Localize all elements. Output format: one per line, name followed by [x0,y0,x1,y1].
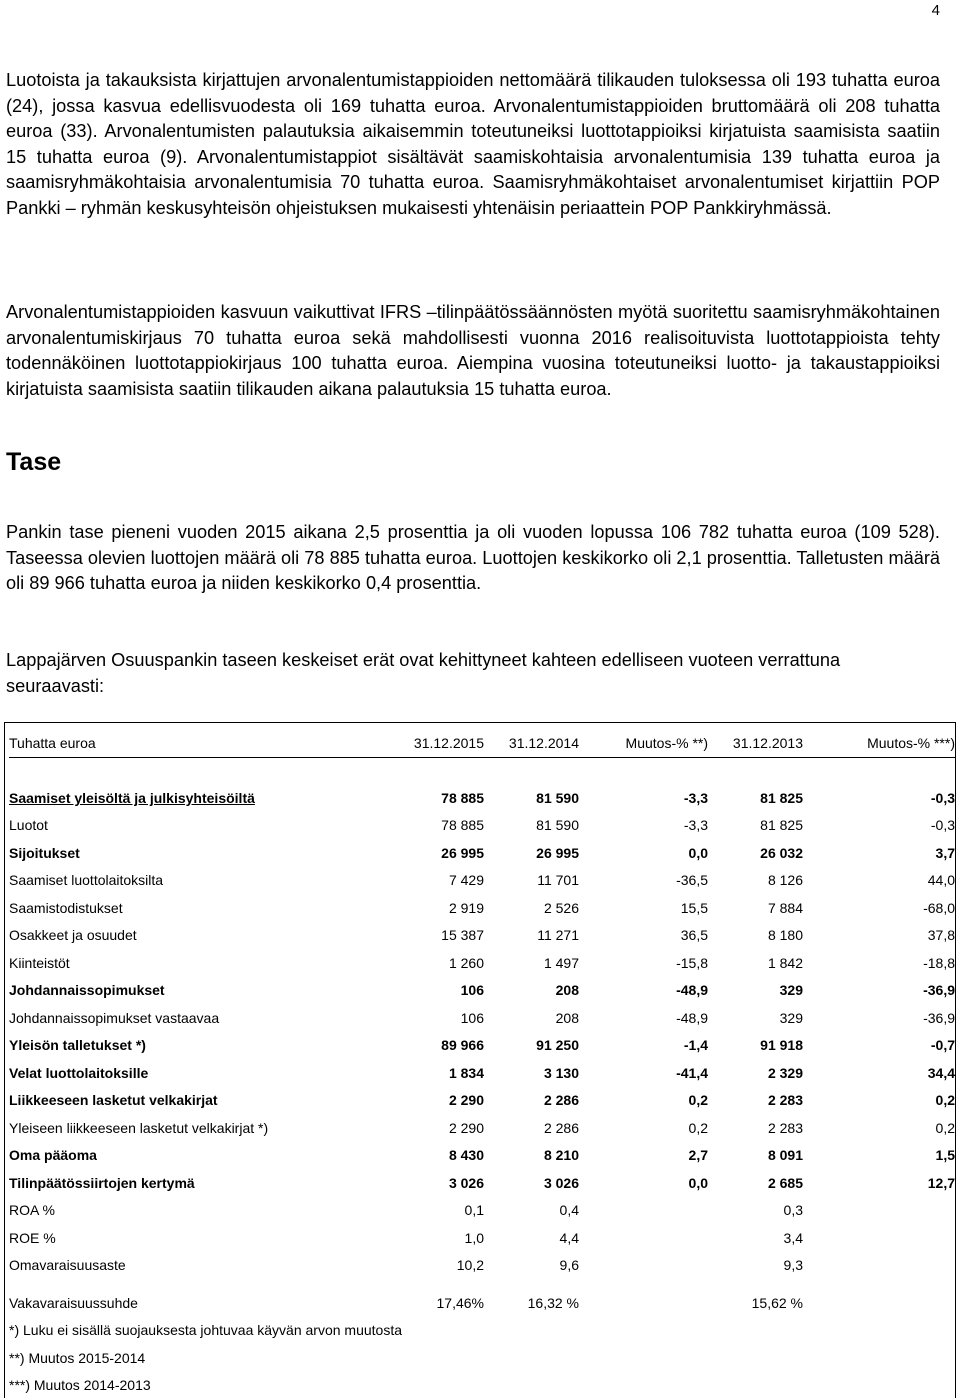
row-value: 1 260 [369,949,484,977]
row-value: 2,7 [579,1142,708,1170]
row-value: 78 885 [369,784,484,812]
row-value [803,1197,955,1225]
table-row [9,1224,955,1252]
row-label: Sijoitukset [9,839,369,867]
row-value: 3 130 [484,1059,579,1087]
header-cell: 31.12.2015 [369,729,484,758]
row-value: -41,4 [579,1059,708,1087]
paragraph-impairment-growth: Arvonalentumistappioiden kasvuun vaikuttivat IFRS –tilinpäätössäännösten myötä suoritettu saamisryhmäkohtainen arvonalentumiskirjaus 70 tuhatta euroa sekä mahdollisesti vuonna 2016 realisoituvista luottotappioista tehty todennäköinen luottotappiokirjaus 100 tuhatta euroa. Aiempina vuosina toteutuneiksi luotto- ja takaustappioiksi kirjatuista saamisista saatiin tilikauden aikana palautuksia 15 tuhatta euroa. [6,300,940,402]
paragraph-impairment-losses: Luotoista ja takauksista kirjattujen arvonalentumistappioiden nettomäärä tilikauden tuloksessa oli 193 tuhatta euroa (24), jossa kasvua edellisvuodesta oli 169 tuhatta euroa. Arvonalentumistappioiden bruttomäärä oli 208 tuhatta euroa (33). Arvonalentumisten palautuksia aikaisemmin toteutuneiksi luottotappioiksi kirjatuista saamisista saatiin 15 tuhatta euroa (9). Arvonalentumistappiot sisältävät saamiskohtaisia arvonalentumisia 139 tuhatta euroa ja saamisryhmäkohtaisia arvonalentumisia 70 tuhatta euroa. Saamisryhmäkohtaiset arvonalentumiset kirjattiin POP Pankki – ryhmän keskusyhteisön ohjeistuksen mukaisesti yhtenäisin periaattein POP Pankkiryhmässä. [6,68,940,222]
row-value: 16,32 % [484,1289,579,1317]
row-value: 0,1 [369,1197,484,1225]
footnote-row [9,1317,955,1345]
header-cell: Muutos-% **) [579,729,708,758]
footnote-row [9,1344,955,1372]
row-value: 8 210 [484,1142,579,1170]
header-cell: 31.12.2013 [708,729,803,758]
row-value: -36,9 [803,977,955,1005]
header-cell: Tuhatta euroa [9,729,369,758]
row-label: Johdannaissopimukset [9,977,369,1005]
row-value: 106 [369,1004,484,1032]
row-value: 11 701 [484,867,579,895]
row-value [579,1224,708,1252]
row-value: -3,3 [579,812,708,840]
table-row [9,1087,955,1115]
row-value: 10,2 [369,1252,484,1280]
row-label: Vakavaraisuussuhde [9,1289,369,1317]
row-value: -15,8 [579,949,708,977]
table-row [9,1114,955,1142]
row-value: -48,9 [579,977,708,1005]
row-value: 81 590 [484,812,579,840]
row-value: 7 884 [708,894,803,922]
table-header-row [9,729,955,758]
balance-sheet-table-box [4,722,956,1398]
row-value: 81 825 [708,812,803,840]
row-value: 329 [708,1004,803,1032]
row-value: 44,0 [803,867,955,895]
paragraph-table-intro: Lappajärven Osuuspankin taseen keskeiset erät ovat kehittyneet kahteen edelliseen vuoteen verrattuna seuraavasti: [6,648,940,699]
table-row [9,1289,955,1317]
row-label: Omavaraisuusaste [9,1252,369,1280]
row-value: 208 [484,977,579,1005]
row-value: 11 271 [484,922,579,950]
row-value: 9,6 [484,1252,579,1280]
row-value [579,1197,708,1225]
row-value: -18,8 [803,949,955,977]
row-label: Oma pääoma [9,1142,369,1170]
row-value: 0,2 [579,1114,708,1142]
row-value: -36,5 [579,867,708,895]
row-value: -3,3 [579,784,708,812]
row-value: -0,3 [803,784,955,812]
row-label: Tilinpäätössiirtojen kertymä [9,1169,369,1197]
row-value: 81 590 [484,784,579,812]
page-number: 4 [932,2,940,19]
table-row [9,1142,955,1170]
row-value: 1 842 [708,949,803,977]
row-value: 8 180 [708,922,803,950]
row-value [803,1252,955,1280]
row-value: 1,0 [369,1224,484,1252]
table-row [9,812,955,840]
row-value: 3 026 [369,1169,484,1197]
row-value: 7 429 [369,867,484,895]
row-value: 0,2 [803,1087,955,1115]
row-value: 26 995 [369,839,484,867]
row-value: 0,2 [579,1087,708,1115]
row-label: Kiinteistöt [9,949,369,977]
table-row [9,1169,955,1197]
footnote: **) Muutos 2015-2014 [9,1344,955,1372]
row-label: Osakkeet ja osuudet [9,922,369,950]
table-row [9,1032,955,1060]
table-row [9,839,955,867]
row-value: 3,7 [803,839,955,867]
row-value: 34,4 [803,1059,955,1087]
table-row [9,784,955,812]
row-value: 8 126 [708,867,803,895]
row-value: 15,62 % [708,1289,803,1317]
row-value: 1 834 [369,1059,484,1087]
row-value: 0,2 [803,1114,955,1142]
row-value [579,1252,708,1280]
row-value: 2 286 [484,1087,579,1115]
row-value: 3 026 [484,1169,579,1197]
row-value: 0,0 [579,1169,708,1197]
row-value [803,1289,955,1317]
row-label: Saamistodistukset [9,894,369,922]
row-value: 26 032 [708,839,803,867]
row-value: 36,5 [579,922,708,950]
row-value: 0,4 [484,1197,579,1225]
table-row [9,922,955,950]
row-value: 89 966 [369,1032,484,1060]
footnote: *) Luku ei sisällä suojauksesta johtuvaa käyvän arvon muutosta [9,1317,955,1345]
row-value: 2 329 [708,1059,803,1087]
row-value: 15 387 [369,922,484,950]
row-label: ROE % [9,1224,369,1252]
row-value: 8 091 [708,1142,803,1170]
row-value: 78 885 [369,812,484,840]
table-row [9,949,955,977]
row-value: 0,3 [708,1197,803,1225]
table-row [9,1197,955,1225]
row-value [803,1224,955,1252]
header-cell: 31.12.2014 [484,729,579,758]
row-value: 8 430 [369,1142,484,1170]
row-label: ROA % [9,1197,369,1225]
row-label: Liikkeeseen lasketut velkakirjat [9,1087,369,1115]
row-value: 4,4 [484,1224,579,1252]
row-value: 106 [369,977,484,1005]
row-label: Yleiseen liikkeeseen lasketut velkakirjat *) [9,1114,369,1142]
section-heading-tase: Tase [6,448,61,477]
row-value [579,1289,708,1317]
row-value: -36,9 [803,1004,955,1032]
row-value: 2 286 [484,1114,579,1142]
footnote: ***) Muutos 2014-2013 [9,1372,955,1399]
row-value: -1,4 [579,1032,708,1060]
row-value: 2 283 [708,1114,803,1142]
row-value: 9,3 [708,1252,803,1280]
row-value: -0,3 [803,812,955,840]
balance-sheet-table [9,729,955,1399]
row-value: 81 825 [708,784,803,812]
row-label: Velat luottolaitoksille [9,1059,369,1087]
row-label: Saamiset yleisöltä ja julkisyhteisöiltä [9,784,369,812]
table-row [9,867,955,895]
table-row [9,894,955,922]
row-label: Yleisön talletukset *) [9,1032,369,1060]
row-value: 2 290 [369,1087,484,1115]
row-value: 17,46% [369,1289,484,1317]
paragraph-balance-sheet: Pankin tase pieneni vuoden 2015 aikana 2,5 prosenttia ja oli vuoden lopussa 106 782 tuhatta euroa (109 528). Taseessa olevien luottojen määrä oli 78 885 tuhatta euroa. Luottojen keskikorko oli 2,1 prosenttia. Talletusten määrä oli 89 966 tuhatta euroa ja niiden keskikorko 0,4 prosenttia. [6,520,940,597]
row-value: -68,0 [803,894,955,922]
table-row [9,1252,955,1280]
row-value: -48,9 [579,1004,708,1032]
row-value: 26 995 [484,839,579,867]
row-label: Johdannaissopimukset vastaavaa [9,1004,369,1032]
row-label: Saamiset luottolaitoksilta [9,867,369,895]
row-value: 2 526 [484,894,579,922]
row-label: Luotot [9,812,369,840]
footnote-row [9,1372,955,1399]
row-value: 12,7 [803,1169,955,1197]
row-value: -0,7 [803,1032,955,1060]
row-value: 329 [708,977,803,1005]
row-value: 2 283 [708,1087,803,1115]
table-row [9,1004,955,1032]
row-value: 0,0 [579,839,708,867]
header-cell: Muutos-% ***) [803,729,955,758]
row-value: 2 919 [369,894,484,922]
row-value: 15,5 [579,894,708,922]
table-row [9,1059,955,1087]
row-value: 1,5 [803,1142,955,1170]
row-value: 2 685 [708,1169,803,1197]
table-row [9,977,955,1005]
row-value: 208 [484,1004,579,1032]
row-value: 91 250 [484,1032,579,1060]
row-value: 3,4 [708,1224,803,1252]
row-value: 1 497 [484,949,579,977]
row-value: 91 918 [708,1032,803,1060]
row-value: 37,8 [803,922,955,950]
row-value: 2 290 [369,1114,484,1142]
